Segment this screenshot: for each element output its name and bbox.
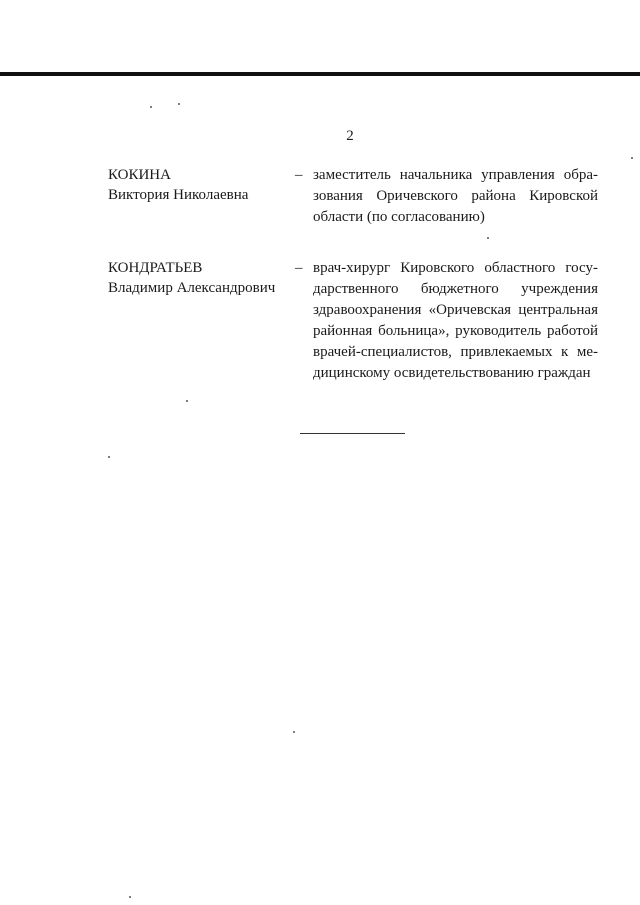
member-name	[108, 258, 288, 298]
top-border-rule	[0, 72, 640, 76]
separator-dash: –	[295, 167, 303, 183]
scan-speck	[129, 896, 131, 898]
page-number: 2	[346, 128, 354, 144]
member-surname: КОНДРАТЬЕВ	[108, 260, 203, 276]
scan-speck	[178, 103, 180, 105]
description-line: врачей-специалистов, привлекаемых к ме-	[313, 344, 598, 360]
description-line: дицинскому освидетельствованию граждан	[313, 365, 591, 381]
scan-speck	[150, 106, 152, 108]
scan-speck	[186, 400, 188, 402]
description-line: области (по согласованию)	[313, 209, 485, 225]
member-given-names: Владимир Александрович	[108, 280, 276, 296]
scan-speck	[108, 456, 110, 458]
description-line: врач-хирург Кировского областного госу-	[313, 260, 598, 276]
description-line: заместитель начальника управления обра-	[313, 167, 598, 183]
member-given-names: Виктория Николаевна	[108, 187, 249, 203]
member-position-description	[313, 165, 598, 228]
separator-dash: –	[295, 260, 303, 276]
scan-speck	[293, 731, 295, 733]
member-name	[108, 165, 288, 205]
scan-speck	[631, 157, 633, 159]
member-surname: КОКИНА	[108, 167, 171, 183]
scan-speck	[487, 237, 489, 239]
description-line: дарственного бюджетного учреждения	[313, 281, 598, 297]
end-of-list-rule	[300, 433, 405, 434]
member-position-description	[313, 258, 598, 384]
description-line: здравоохранения «Оричевская центральная	[313, 302, 598, 318]
description-line: зования Оричевского района Кировской	[313, 188, 598, 204]
description-line: районная больница», руководитель работой	[313, 323, 598, 339]
